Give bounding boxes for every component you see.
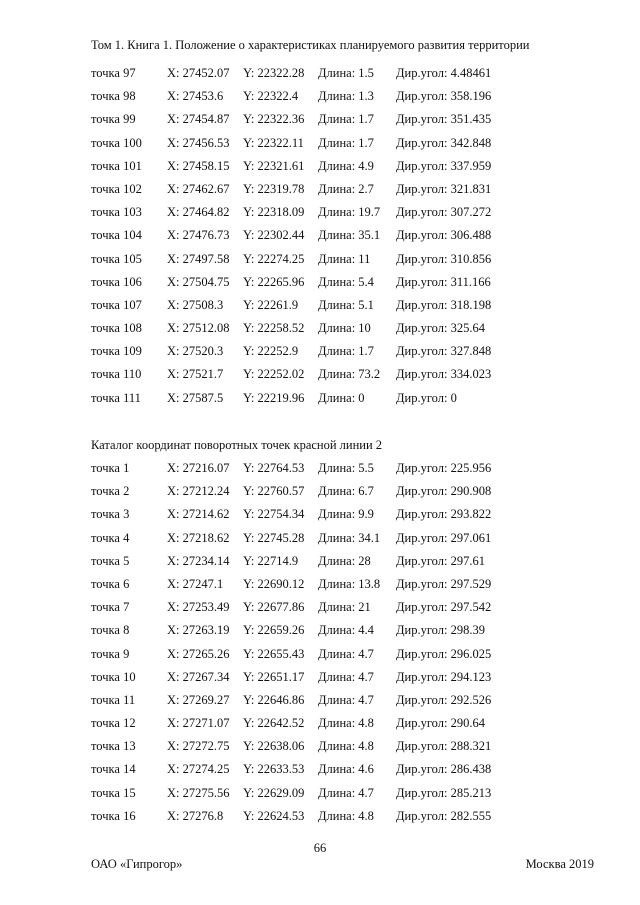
x-coordinate: X: 27504.75 (167, 274, 230, 289)
segment-length: Длина: 4.4 (318, 623, 374, 638)
point-label: точка 101 (91, 158, 142, 173)
footer-city-year: Москва 2019 (525, 857, 594, 871)
point-label: точка 111 (91, 390, 141, 405)
segment-length: Длина: 1.5 (318, 66, 374, 80)
x-coordinate: X: 27234.14 (167, 553, 230, 568)
direction-angle: Дир.угол: 293.822 (396, 507, 492, 522)
point-label: точка 12 (91, 716, 136, 731)
segment-length: Длина: 11 (318, 251, 371, 266)
direction-angle: Дир.угол: 327.848 (396, 344, 492, 359)
direction-angle: Дир.угол: 296.025 (396, 646, 492, 661)
table-row (91, 112, 611, 135)
segment-length: Длина: 73.2 (318, 367, 381, 382)
y-coordinate: Y: 22659.26 (243, 623, 305, 638)
point-label: точка 108 (91, 321, 142, 336)
x-coordinate: X: 27216.07 (167, 461, 230, 475)
y-coordinate: Y: 22624.53 (243, 808, 305, 823)
table-row (91, 136, 611, 159)
point-label: точка 4 (91, 530, 130, 545)
segment-length: Длина: 1.7 (318, 112, 374, 127)
y-coordinate: Y: 22677.86 (243, 600, 305, 615)
y-coordinate: Y: 22321.61 (243, 158, 305, 173)
y-coordinate: Y: 22318.09 (243, 205, 305, 220)
x-coordinate: X: 27263.19 (167, 623, 230, 638)
x-coordinate: X: 27275.56 (167, 785, 230, 800)
y-coordinate: Y: 22714.9 (243, 553, 299, 568)
point-label: точка 104 (91, 228, 142, 243)
table-row (91, 228, 611, 251)
x-coordinate: X: 27452.07 (167, 66, 230, 80)
segment-length: Длина: 35.1 (318, 228, 381, 243)
y-coordinate: Y: 22252.9 (243, 344, 299, 359)
x-coordinate: X: 27508.3 (167, 297, 224, 312)
point-label: точка 16 (91, 808, 136, 823)
segment-length: Длина: 1.3 (318, 89, 374, 104)
direction-angle: Дир.угол: 290.64 (396, 716, 485, 731)
segment-length: Длина: 10 (318, 321, 371, 336)
segment-length: Длина: 4.7 (318, 646, 374, 661)
direction-angle: Дир.угол: 4.48461 (396, 66, 492, 80)
y-coordinate: Y: 22322.28 (243, 66, 305, 80)
x-coordinate: X: 27454.87 (167, 112, 230, 127)
table-row (91, 554, 611, 577)
point-label: точка 15 (91, 785, 136, 800)
coordinates-table-continued (91, 66, 611, 414)
direction-angle: Дир.угол: 290.908 (396, 484, 492, 499)
table-row (91, 739, 611, 762)
footer-organization: ОАО «Гипрогор» (91, 857, 183, 871)
table-row (91, 670, 611, 693)
x-coordinate: X: 27274.25 (167, 762, 230, 777)
table-row (91, 693, 611, 716)
y-coordinate: Y: 22265.96 (243, 274, 305, 289)
direction-angle: Дир.угол: 225.956 (396, 461, 492, 475)
table-row (91, 391, 611, 414)
y-coordinate: Y: 22252.02 (243, 367, 305, 382)
segment-length: Длина: 6.7 (318, 484, 374, 499)
x-coordinate: X: 27520.3 (167, 344, 224, 359)
direction-angle: Дир.угол: 310.856 (396, 251, 492, 266)
y-coordinate: Y: 22745.28 (243, 530, 305, 545)
direction-angle: Дир.угол: 358.196 (396, 89, 492, 104)
y-coordinate: Y: 22322.4 (243, 89, 299, 104)
point-label: точка 100 (91, 135, 142, 150)
point-label: точка 2 (91, 484, 130, 499)
x-coordinate: X: 27271.07 (167, 716, 230, 731)
y-coordinate: Y: 22302.44 (243, 228, 305, 243)
x-coordinate: X: 27462.67 (167, 181, 230, 196)
direction-angle: Дир.угол: 297.529 (396, 576, 492, 591)
y-coordinate: Y: 22261.9 (243, 297, 299, 312)
x-coordinate: X: 27456.53 (167, 135, 230, 150)
segment-length: Длина: 5.4 (318, 274, 374, 289)
segment-length: Длина: 1.7 (318, 135, 374, 150)
x-coordinate: X: 27214.62 (167, 507, 230, 522)
y-coordinate: Y: 22760.57 (243, 484, 305, 499)
segment-length: Длина: 34.1 (318, 530, 381, 545)
point-label: точка 9 (91, 646, 130, 661)
coordinates-table-red-line-2 (91, 461, 611, 832)
point-label: точка 98 (91, 89, 136, 104)
table-row (91, 66, 611, 89)
point-label: точка 97 (91, 66, 136, 80)
direction-angle: Дир.угол: 286.438 (396, 762, 492, 777)
x-coordinate: X: 27276.8 (167, 808, 224, 823)
x-coordinate: X: 27247.1 (167, 576, 224, 591)
segment-length: Длина: 4.8 (318, 808, 374, 823)
segment-length: Длина: 13.8 (318, 576, 381, 591)
direction-angle: Дир.угол: 318.198 (396, 297, 492, 312)
point-label: точка 99 (91, 112, 136, 127)
page-header: Том 1. Книга 1. Положение о характеристиках планируемого развития территории (91, 38, 530, 52)
direction-angle: Дир.угол: 294.123 (396, 669, 492, 684)
table-row (91, 531, 611, 554)
y-coordinate: Y: 22642.52 (243, 716, 305, 731)
table-row (91, 461, 611, 484)
point-label: точка 105 (91, 251, 142, 266)
segment-length: Длина: 4.7 (318, 669, 374, 684)
x-coordinate: X: 27272.75 (167, 739, 230, 754)
direction-angle: Дир.угол: 337.959 (396, 158, 492, 173)
direction-angle: Дир.угол: 297.061 (396, 530, 492, 545)
direction-angle: Дир.угол: 306.488 (396, 228, 492, 243)
y-coordinate: Y: 22322.11 (243, 135, 304, 150)
table-row (91, 762, 611, 785)
y-coordinate: Y: 22319.78 (243, 181, 305, 196)
x-coordinate: X: 27458.15 (167, 158, 230, 173)
table-row (91, 298, 611, 321)
segment-length: Длина: 2.7 (318, 181, 374, 196)
point-label: точка 8 (91, 623, 130, 638)
table-row (91, 205, 611, 228)
y-coordinate: Y: 22651.17 (243, 669, 305, 684)
table-row (91, 647, 611, 670)
segment-length: Длина: 5.1 (318, 297, 374, 312)
segment-length: Длина: 28 (318, 553, 371, 568)
x-coordinate: X: 27497.58 (167, 251, 230, 266)
table-row (91, 577, 611, 600)
y-coordinate: Y: 22219.96 (243, 390, 305, 405)
segment-length: Длина: 5.5 (318, 461, 374, 475)
x-coordinate: X: 27476.73 (167, 228, 230, 243)
table-row (91, 321, 611, 344)
x-coordinate: X: 27212.24 (167, 484, 230, 499)
point-label: точка 109 (91, 344, 142, 359)
point-label: точка 106 (91, 274, 142, 289)
direction-angle: Дир.угол: 285.213 (396, 785, 492, 800)
table-row (91, 809, 611, 832)
point-label: точка 14 (91, 762, 136, 777)
y-coordinate: Y: 22258.52 (243, 321, 305, 336)
segment-length: Длина: 4.7 (318, 785, 374, 800)
table-row (91, 275, 611, 298)
table-row (91, 252, 611, 275)
table-row (91, 484, 611, 507)
x-coordinate: X: 27253.49 (167, 600, 230, 615)
x-coordinate: X: 27453.6 (167, 89, 224, 104)
segment-length: Длина: 4.7 (318, 692, 374, 707)
point-label: точка 6 (91, 576, 130, 591)
direction-angle: Дир.угол: 342.848 (396, 135, 492, 150)
segment-length: Длина: 1.7 (318, 344, 374, 359)
y-coordinate: Y: 22629.09 (243, 785, 305, 800)
segment-length: Длина: 4.9 (318, 158, 374, 173)
point-label: точка 11 (91, 692, 136, 707)
point-label: точка 10 (91, 669, 136, 684)
x-coordinate: X: 27269.27 (167, 692, 230, 707)
direction-angle: Дир.угол: 297.542 (396, 600, 492, 615)
segment-length: Длина: 21 (318, 600, 371, 615)
table-row (91, 623, 611, 646)
direction-angle: Дир.угол: 0 (396, 390, 457, 405)
direction-angle: Дир.угол: 292.526 (396, 692, 492, 707)
direction-angle: Дир.угол: 321.831 (396, 181, 492, 196)
segment-length: Длина: 19.7 (318, 205, 381, 220)
y-coordinate: Y: 22274.25 (243, 251, 305, 266)
y-coordinate: Y: 22754.34 (243, 507, 305, 522)
table-row (91, 344, 611, 367)
page-number: 66 (313, 841, 327, 855)
point-label: точка 13 (91, 739, 136, 754)
y-coordinate: Y: 22646.86 (243, 692, 305, 707)
y-coordinate: Y: 22764.53 (243, 461, 305, 475)
direction-angle: Дир.угол: 325.64 (396, 321, 485, 336)
point-label: точка 103 (91, 205, 142, 220)
table-row (91, 182, 611, 205)
point-label: точка 7 (91, 600, 130, 615)
y-coordinate: Y: 22690.12 (243, 576, 305, 591)
y-coordinate: Y: 22633.53 (243, 762, 305, 777)
segment-length: Длина: 4.6 (318, 762, 374, 777)
y-coordinate: Y: 22655.43 (243, 646, 305, 661)
segment-length: Длина: 0 (318, 390, 365, 405)
direction-angle: Дир.угол: 298.39 (396, 623, 485, 638)
direction-angle: Дир.угол: 334.023 (396, 367, 492, 382)
table-row (91, 367, 611, 390)
direction-angle: Дир.угол: 307.272 (396, 205, 492, 220)
point-label: точка 5 (91, 553, 130, 568)
point-label: точка 107 (91, 297, 142, 312)
point-label: точка 3 (91, 507, 130, 522)
x-coordinate: X: 27464.82 (167, 205, 230, 220)
segment-length: Длина: 9.9 (318, 507, 374, 522)
table-row (91, 507, 611, 530)
direction-angle: Дир.угол: 288.321 (396, 739, 492, 754)
y-coordinate: Y: 22638.06 (243, 739, 305, 754)
section-title-red-line-2: Каталог координат поворотных точек красной линии 2 (91, 438, 383, 452)
segment-length: Длина: 4.8 (318, 739, 374, 754)
point-label: точка 102 (91, 181, 142, 196)
x-coordinate: X: 27587.5 (167, 390, 224, 405)
direction-angle: Дир.угол: 311.166 (396, 274, 491, 289)
x-coordinate: X: 27265.26 (167, 646, 230, 661)
x-coordinate: X: 27512.08 (167, 321, 230, 336)
x-coordinate: X: 27218.62 (167, 530, 230, 545)
point-label: точка 110 (91, 367, 142, 382)
point-label: точка 1 (91, 461, 130, 475)
table-row (91, 786, 611, 809)
y-coordinate: Y: 22322.36 (243, 112, 305, 127)
direction-angle: Дир.угол: 351.435 (396, 112, 492, 127)
table-row (91, 89, 611, 112)
direction-angle: Дир.угол: 297.61 (396, 553, 485, 568)
x-coordinate: X: 27267.34 (167, 669, 230, 684)
x-coordinate: X: 27521.7 (167, 367, 224, 382)
table-row (91, 159, 611, 182)
segment-length: Длина: 4.8 (318, 716, 374, 731)
table-row (91, 600, 611, 623)
table-row (91, 716, 611, 739)
direction-angle: Дир.угол: 282.555 (396, 808, 492, 823)
